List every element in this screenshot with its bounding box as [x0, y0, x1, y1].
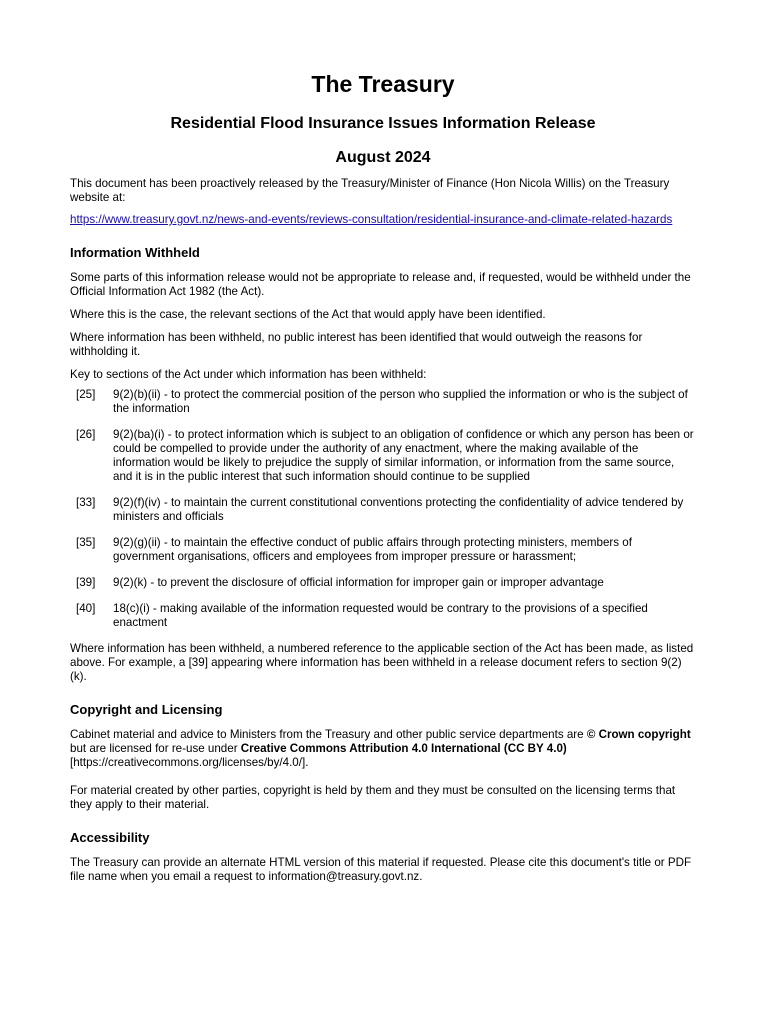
withheld-closing-paragraph: Where information has been withheld, a numbered reference to the applicable section of the Act has been made, as listed above. For example, a [39] appearing where information has been withheld in a release document refers to section 9(2)(k).: [70, 642, 694, 683]
key-code: [40]: [76, 602, 96, 615]
withholding-key-list: [76, 388, 696, 630]
information-withheld-section: [70, 245, 696, 684]
release-link[interactable]: https://www.treasury.govt.nz/news-and-events/reviews-consultation/residential-insurance-and-climate-related-hazards: [70, 213, 673, 226]
copyright-section: [70, 702, 696, 812]
list-item: [76, 388, 696, 416]
list-item: [76, 428, 696, 484]
document-subtitle: Residential Flood Insurance Issues Information Release: [170, 115, 596, 132]
copyright-text: Cabinet material and advice to Ministers from the Treasury and other public service departments are: [70, 728, 587, 741]
key-description: 9(2)(g)(ii) - to maintain the effective conduct of public affairs through protecting ministers, members of government organisations, officers and employees from improper pressure or harassment;: [113, 536, 632, 563]
key-code: [35]: [76, 536, 96, 549]
information-withheld-heading: Information Withheld: [70, 245, 200, 260]
license-url-text: [https://creativecommons.org/licenses/by/4.0/].: [70, 756, 309, 769]
intro-paragraph: This document has been proactively released by the Treasury/Minister of Finance (Hon Nicola Willis) on the Treasury website at:: [70, 177, 670, 204]
release-date: August 2024: [335, 149, 431, 166]
list-item: [76, 576, 696, 590]
key-code: [33]: [76, 496, 96, 509]
copyright-paragraph-1: [70, 728, 696, 770]
crown-copyright-text: © Crown copyright: [586, 728, 691, 741]
copyright-text: but are licensed for re-use under: [70, 742, 241, 755]
key-description: 9(2)(b)(ii) - to protect the commercial position of the person who supplied the information or who is the subject of the information: [113, 388, 688, 415]
license-name: Creative Commons Attribution 4.0 International (CC BY 4.0): [240, 742, 567, 755]
withheld-paragraph-2: Where this is the case, the relevant sections of the Act that would apply have been identified.: [70, 308, 546, 321]
key-code: [39]: [76, 576, 96, 589]
accessibility-section: [70, 830, 696, 884]
accessibility-paragraph: The Treasury can provide an alternate HTML version of this material if requested. Please cite this document's title or PDF file name when you email a request to information@treasury.govt.nz.: [70, 856, 692, 883]
copyright-paragraph-2: For material created by other parties, copyright is held by them and they must be consulted on the licensing terms that they apply to their material.: [70, 784, 676, 811]
list-item: [76, 496, 696, 524]
page-title: The Treasury: [311, 71, 455, 97]
accessibility-heading: Accessibility: [70, 830, 150, 845]
document-page: [70, 70, 696, 884]
list-item: [76, 536, 696, 564]
key-description: 9(2)(f)(iv) - to maintain the current constitutional conventions protecting the confidentiality of advice tendered by ministers and officials: [113, 496, 684, 523]
key-description: 9(2)(ba)(i) - to protect information which is subject to an obligation of confidence or which any person has been or could be compelled to provide under the authority of any enactment, where the making available of the information would be likely to prejudice the supply of similar information, or information from the same source, and it is in the public interest that such information should continue to be supplied: [113, 428, 694, 483]
list-item: [76, 602, 696, 630]
withheld-paragraph-3: Where information has been withheld, no public interest has been identified that would outweigh the reasons for withholding it.: [70, 331, 643, 358]
key-code: [25]: [76, 388, 96, 401]
withheld-paragraph-1: Some parts of this information release would not be appropriate to release and, if requested, would be withheld under the Official Information Act 1982 (the Act).: [70, 271, 691, 298]
copyright-heading: Copyright and Licensing: [70, 702, 223, 717]
key-code: [26]: [76, 428, 96, 441]
key-description: 18(c)(i) - making available of the information requested would be contrary to the provisions of a specified enactment: [113, 602, 648, 629]
key-description: 9(2)(k) - to prevent the disclosure of official information for improper gain or improper advantage: [113, 576, 604, 589]
key-intro: Key to sections of the Act under which information has been withheld:: [70, 368, 427, 381]
